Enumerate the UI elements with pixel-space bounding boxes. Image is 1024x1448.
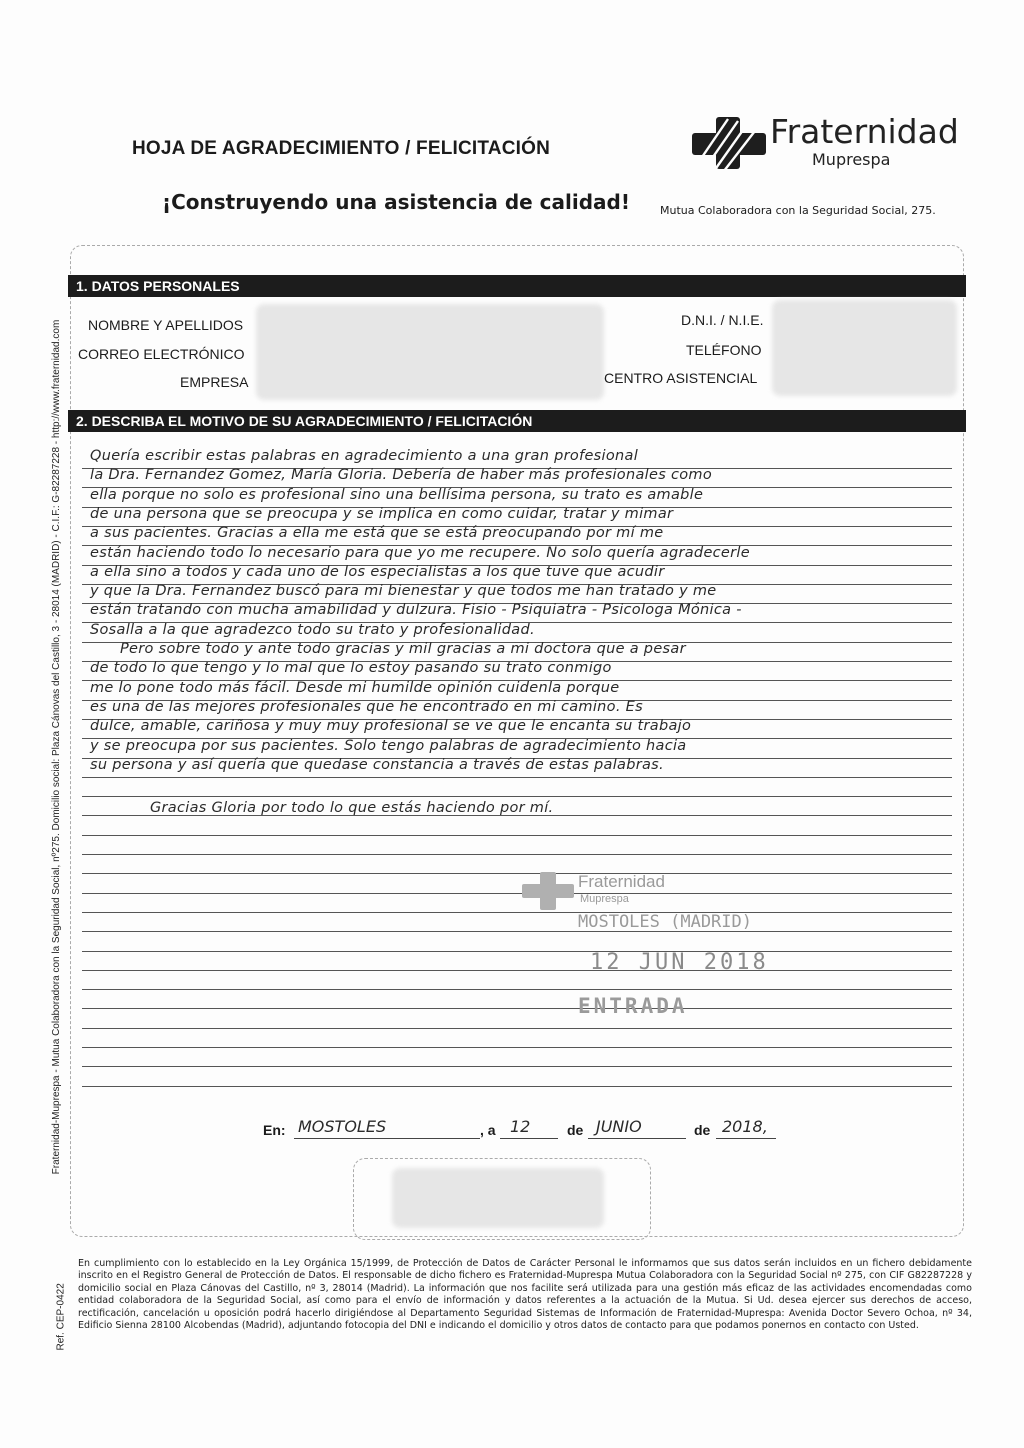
handwritten-line: me lo pone todo más fácil. Desde mi humilde opinión cuidenla porque — [90, 679, 620, 696]
handwritten-line: su persona y así quería que quedase constancia a través de estas palabras. — [90, 756, 664, 773]
writing-line — [82, 1028, 952, 1029]
handwritten-line: de una persona que se preocupa y se implica en como cuidar, tratar y mimar — [90, 505, 674, 522]
stamp-logo-icon — [520, 870, 576, 912]
writing-line — [82, 873, 952, 874]
stamp-date: 12 JUN 2018 — [590, 950, 769, 975]
day-value: 12 — [510, 1117, 531, 1136]
writing-line — [82, 854, 952, 855]
handwritten-line: de todo lo que tengo y lo mal que lo estoy pasando su trato conmigo — [90, 660, 612, 677]
handwritten-line: Gracias Gloria por todo lo que estás haciendo por mí. — [150, 800, 554, 816]
stamp-place: MOSTOLES (MADRID) — [578, 912, 752, 932]
writing-line — [82, 835, 952, 836]
cross-logo-icon — [688, 113, 770, 173]
section-motive-header: 2. DESCRIBA EL MOTIVO DE SU AGRADECIMIENTO / FELICITACIÓN — [68, 410, 966, 432]
stamp-type: ENTRADA — [578, 994, 688, 1018]
writing-line — [82, 970, 952, 971]
mutua-text: Mutua Colaboradora con la Seguridad Social, 275. — [660, 204, 936, 217]
handwritten-line: Sosalla a la que agradezco todo su trato y profesionalidad. — [90, 621, 535, 638]
writing-line — [82, 1008, 952, 1009]
document-title: HOJA DE AGRADECIMIENTO / FELICITACIÓN — [132, 138, 551, 159]
writing-line — [82, 796, 952, 797]
handwritten-line: es una de las mejores profesionales que he encontrado en mi camino. Es — [90, 698, 643, 715]
writing-line — [82, 777, 952, 778]
logo-sub: Muprespa — [812, 150, 891, 169]
section-personal-data-header: 1. DATOS PERSONALES — [68, 275, 966, 297]
dni-label: D.N.I. / N.I.E. — [681, 312, 764, 328]
day-underline — [500, 1138, 558, 1139]
handwritten-line: Quería escribir estas palabras en agradecimiento a una gran profesional — [90, 448, 639, 464]
handwritten-line: la Dra. Fernandez Gomez, María Gloria. Debería de haber más profesionales como — [90, 467, 712, 484]
writing-line — [82, 931, 952, 932]
handwritten-line: están tratando con mucha amabilidad y dulzura. Fisio - Psiquiatra - Psicologa Mónica - — [90, 602, 742, 619]
stamp-brand-sub: Mupresp​a — [580, 893, 629, 905]
writing-line — [82, 893, 952, 894]
handwritten-line: y que la Dra. Fernandez buscó para mi bienestar y que todos me han tratado y me — [90, 583, 717, 600]
handwritten-line: ella porque no solo es profesional sino una bellísima persona, su trato es amable — [90, 486, 704, 503]
en-value: MOSTOLES — [298, 1117, 387, 1136]
writing-line — [82, 1086, 952, 1087]
ref-code: Ref. CEP-0422 — [55, 1283, 67, 1351]
correo-label: CORREO ELECTRÓNICO — [78, 346, 245, 362]
document-subtitle: ¡Construyendo una asistencia de calidad! — [162, 190, 630, 214]
legal-side-text: Fraternidad-Mupresp​a - Mutua Colaboradora con la Seguridad Social, nº275. Domicilio social: Plaza Cánovas del Castillo, 3 - 28014 (MADRID) - C.I.F.: G-82287228 - http://www.fraternidad.com — [51, 319, 62, 1175]
writing-line — [82, 1047, 952, 1048]
telefono-label: TELÉFONO — [686, 342, 762, 358]
en-label: En: — [263, 1122, 286, 1138]
handwritten-line: dulce, amable, cariñosa y muy muy profesional se ve que le encanta su trabajo — [90, 718, 692, 735]
privacy-footer: En cumplimiento con lo establecido en la Ley Orgánica 15/1999, de Protección de Datos de Carácter Personal le informamos que sus datos serán incluidos en un fichero debidamente inscrito en el Registro General de Protección de Datos. El responsable de dicho fichero es Fraternidad-Mupresp​a Mutua Colaboradora con la Seguridad Social nº 275, con CIF G82287228 y domicilio social en Plaza Cánovas del Castillo, nº 3, 28014 (Madrid). La información que nos facilite será utilizada para una gestión más eficaz de las actividades encomendadas como entidad colaboradora de la Seguridad Social, así como para el envío de información y datos referentes a la actuación de la Mutua. Si Ud. desea ejercer sus derechos de acceso, rectificación, cancelación u oposición podrá hacerlo dirigiéndose al Departamento Seguridad Sistemas de Información de Fraternidad-Mupresp​a: Avenida Doctor Severo Ochoa, nº 34, Edificio Sienna 28100 Alcobendas (Madrid), adjuntando fotocopia del DNI e indicando el domicilio y otros datos de contacto para que podamos ponernos en contacto con Usted. — [78, 1258, 972, 1332]
writing-line — [82, 1066, 952, 1067]
year-underline — [716, 1138, 776, 1139]
de-label: de — [567, 1122, 584, 1138]
handwritten-line: y se preocupa por sus pacientes. Solo tengo palabras de agradecimiento hacia — [90, 737, 687, 754]
centro-label: CENTRO ASISTENCIAL — [604, 370, 758, 386]
month-underline — [588, 1138, 686, 1139]
stamp-brand: Fraternidad — [578, 872, 665, 891]
empresa-label: EMPRESA — [180, 374, 249, 390]
writing-line — [82, 912, 952, 913]
handwritten-line: Pero sobre todo y ante todo gracias y mil gracias a mi doctora que a pesar — [120, 641, 686, 657]
id-data-redacted — [772, 300, 957, 396]
handwritten-line: a sus pacientes. Gracias a ella me está que se está preocupando por mí me — [90, 525, 664, 542]
en-underline — [294, 1138, 480, 1139]
writing-line — [82, 951, 952, 952]
year-value: 2018, — [722, 1117, 768, 1136]
signature-redacted — [392, 1168, 604, 1228]
writing-line — [82, 989, 952, 990]
handwritten-line: a ella sino a todos y cada uno de los especialistas a los que tuve que acudir — [90, 563, 665, 580]
nombre-label: NOMBRE Y APELLIDOS — [88, 317, 244, 333]
personal-data-redacted — [256, 304, 604, 400]
de2-label: de — [694, 1122, 711, 1138]
a-label: , a — [480, 1122, 496, 1138]
handwritten-line: están haciendo todo lo necesario para que yo me recupere. No solo quería agradecerle — [90, 544, 750, 561]
logo-name: Fraternidad — [770, 112, 959, 151]
month-value: JUNIO — [596, 1117, 642, 1136]
